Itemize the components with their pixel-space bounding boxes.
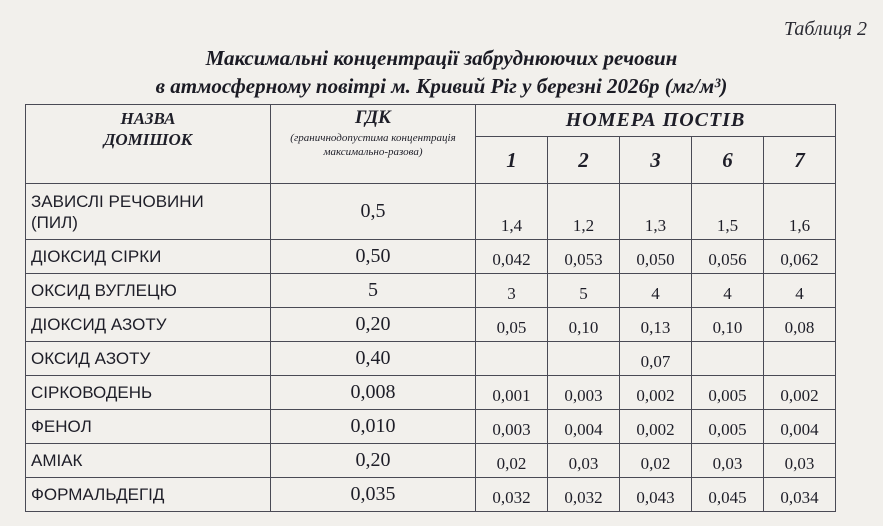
header-post-2: 2 [548,137,620,184]
post-7-value-cell: 0,062 [764,240,836,274]
post-6-value-cell [692,342,764,376]
post-1-value-cell [476,342,548,376]
post-1-value-cell: 3 [476,274,548,308]
substance-name-cell [26,184,271,240]
substance-name-cell [26,274,271,308]
post-2-value-cell: 5 [548,274,620,308]
concentration-table [25,104,836,512]
gdk-value-cell: 5 [271,274,476,308]
header-post-6: 6 [692,137,764,184]
substance-name: АМІАК [31,451,83,470]
header-gdk [271,105,476,184]
header-row-1 [26,105,836,137]
header-gdk-title: ГДК [355,107,391,128]
table-row [26,342,836,376]
post-6-value-cell: 0,045 [692,478,764,512]
post-2-value-cell: 0,003 [548,376,620,410]
post-7-value-cell: 0,034 [764,478,836,512]
substance-name: ДІОКСИД АЗОТУ [31,315,167,334]
post-6-value-cell: 4 [692,274,764,308]
post-7-value-cell: 0,004 [764,410,836,444]
post-3-value-cell: 0,002 [620,376,692,410]
substance-name-cell [26,410,271,444]
post-6-value-cell: 0,03 [692,444,764,478]
post-3-value-cell: 0,043 [620,478,692,512]
gdk-value-cell: 0,008 [271,376,476,410]
post-1-value-cell: 0,02 [476,444,548,478]
gdk-value-cell: 0,50 [271,240,476,274]
header-post-3: 3 [620,137,692,184]
post-1-value-cell: 0,003 [476,410,548,444]
post-1-value-cell: 0,042 [476,240,548,274]
post-1-value-cell: 1,4 [476,184,548,240]
gdk-value-cell: 0,40 [271,342,476,376]
gdk-value-cell: 0,035 [271,478,476,512]
substance-name-cell [26,444,271,478]
document-title [0,44,883,100]
header-substance-name [26,105,271,184]
table-row [26,184,836,240]
title-line-1: Максимальні концентрації забруднюючих речовин [205,46,678,70]
post-3-value-cell: 0,002 [620,410,692,444]
header-post-1: 1 [476,137,548,184]
table-row [26,308,836,342]
post-6-value-cell: 1,5 [692,184,764,240]
post-7-value-cell: 4 [764,274,836,308]
substance-name-cell [26,308,271,342]
header-name-line-2: ДОМІШОК [103,130,193,149]
gdk-value-cell: 0,20 [271,308,476,342]
substance-name-cell [26,240,271,274]
table-row [26,478,836,512]
substance-name: ЗАВИСЛІ РЕЧОВИНИ [31,191,204,211]
table-row [26,444,836,478]
header-post-7: 7 [764,137,836,184]
table-row [26,376,836,410]
header-name-line-1: НАЗВА [120,109,176,128]
post-2-value-cell: 1,2 [548,184,620,240]
post-2-value-cell: 0,053 [548,240,620,274]
post-3-value-cell: 1,3 [620,184,692,240]
substance-name: СІРКОВОДЕНЬ [31,383,153,402]
post-1-value-cell: 0,032 [476,478,548,512]
substance-name: ФОРМАЛЬДЕГІД [31,485,165,504]
post-3-value-cell: 4 [620,274,692,308]
post-2-value-cell: 0,03 [548,444,620,478]
post-3-value-cell: 0,02 [620,444,692,478]
table-row [26,410,836,444]
gdk-value-cell: 0,5 [271,184,476,240]
substance-name: ДІОКСИД СІРКИ [31,247,162,266]
post-2-value-cell: 0,10 [548,308,620,342]
post-7-value-cell [764,342,836,376]
substance-name: ОКСИД АЗОТУ [31,349,151,368]
post-7-value-cell: 0,08 [764,308,836,342]
gdk-value-cell: 0,20 [271,444,476,478]
post-7-value-cell: 0,002 [764,376,836,410]
substance-name: ОКСИД ВУГЛЕЦЮ [31,281,177,300]
table-row [26,240,836,274]
post-6-value-cell: 0,005 [692,376,764,410]
post-2-value-cell: 0,004 [548,410,620,444]
header-gdk-subtitle: (граничнодопустима концентрація максимально-разова) [290,132,456,158]
post-1-value-cell: 0,05 [476,308,548,342]
post-1-value-cell: 0,001 [476,376,548,410]
substance-name-cell [26,342,271,376]
post-7-value-cell: 0,03 [764,444,836,478]
post-2-value-cell: 0,032 [548,478,620,512]
post-6-value-cell: 0,056 [692,240,764,274]
post-6-value-cell: 0,005 [692,410,764,444]
substance-name-continued: (ПИЛ) [31,212,78,232]
post-3-value-cell: 0,050 [620,240,692,274]
table-body [26,184,836,512]
substance-name: ФЕНОЛ [31,417,92,436]
header-post-numbers: НОМЕРА ПОСТІВ [476,105,836,137]
gdk-value-cell: 0,010 [271,410,476,444]
post-3-value-cell: 0,07 [620,342,692,376]
post-7-value-cell: 1,6 [764,184,836,240]
post-2-value-cell [548,342,620,376]
post-3-value-cell: 0,13 [620,308,692,342]
table-row [26,274,836,308]
table-number-label: Таблиця 2 [784,18,867,40]
substance-name-cell [26,376,271,410]
title-line-2: в атмосферному повітрі м. Кривий Ріг у березні 2026р (мг/м³) [155,74,728,98]
post-6-value-cell: 0,10 [692,308,764,342]
substance-name-cell [26,478,271,512]
